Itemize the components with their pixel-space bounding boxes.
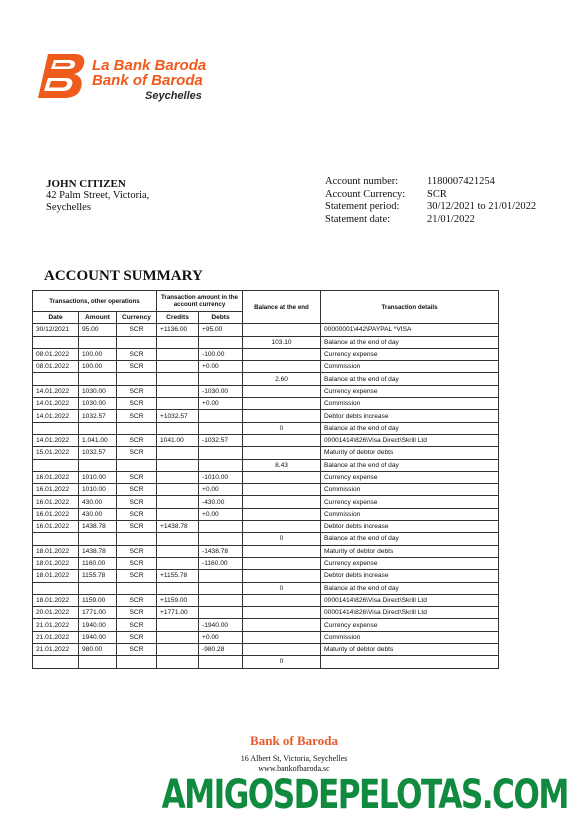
cell-amount: 980.00 [79,644,117,656]
cell-currency [117,373,157,385]
cell-balance [243,348,321,360]
logo-line-2: Bank of Baroda [92,72,203,89]
logo-line-3: Seychelles [145,90,202,102]
cell-currency: SCR [117,644,157,656]
cell-balance [243,644,321,656]
cell-credits [157,471,199,483]
customer-address-line-2: Seychelles [46,202,91,213]
cell-date: 18.01.2022 [33,545,79,557]
table-row [33,619,499,631]
cell-credits: +1438.78 [157,521,199,533]
cell-debts: -100.00 [199,348,243,360]
account-info-value: SCR [427,188,447,200]
cell-amount [79,533,117,545]
cell-date: 18.01.2022 [33,557,79,569]
cell-date [33,422,79,434]
cell-details: Maturity of debtor debts [321,644,499,656]
cell-details: Balance at the end of day [321,533,499,545]
footer-website: www.bankofbaroda.sc [258,764,330,773]
cell-currency: SCR [117,619,157,631]
cell-date [33,459,79,471]
header-details: Transaction details [321,291,499,324]
cell-details [321,656,499,668]
cell-balance [243,496,321,508]
cell-balance [243,447,321,459]
cell-date: 16.01.2022 [33,484,79,496]
cell-date [33,656,79,668]
cell-details: Currency expense [321,619,499,631]
cell-details: Currency expense [321,385,499,397]
account-summary-title: ACCOUNT SUMMARY [44,268,203,284]
account-info [325,176,536,226]
cell-credits [157,533,199,545]
cell-credits [157,348,199,360]
cell-debts [199,422,243,434]
cell-date: 30/12/2021 [33,324,79,336]
header-amount-group: Transaction amount in the account currency [157,291,243,312]
cell-currency: SCR [117,607,157,619]
table-row [33,471,499,483]
cell-details: Currency expense [321,557,499,569]
cell-details: Debtor debts increase [321,570,499,582]
cell-date: 08.01.2022 [33,348,79,360]
cell-balance [243,521,321,533]
cell-debts [199,459,243,471]
cell-currency [117,459,157,471]
header-transactions-group: Transactions, other operations [33,291,157,312]
table-row [33,644,499,656]
cell-debts [199,336,243,348]
cell-credits [157,631,199,643]
cell-amount: 430.00 [79,496,117,508]
table-row [33,324,499,336]
cell-amount [79,582,117,594]
footer-address-block [0,754,588,774]
cell-debts: -1438.78 [199,545,243,557]
cell-balance: 2.60 [243,373,321,385]
cell-debts [199,373,243,385]
cell-currency: SCR [117,557,157,569]
cell-amount [79,336,117,348]
cell-date: 14.01.2022 [33,385,79,397]
table-row [33,656,499,668]
watermark-text: AMIGOSDEPELOTAS.COM [161,772,568,818]
cell-debts [199,570,243,582]
cell-credits [157,656,199,668]
cell-details: Commission [321,631,499,643]
cell-balance [243,361,321,373]
cell-amount: 1160.00 [79,557,117,569]
cell-debts: -1160.00 [199,557,243,569]
table-row [33,484,499,496]
cell-currency: SCR [117,348,157,360]
cell-currency: SCR [117,594,157,606]
cell-details: Commission [321,361,499,373]
cell-debts [199,410,243,422]
cell-balance [243,607,321,619]
table-row [33,631,499,643]
cell-debts: +0.00 [199,631,243,643]
cell-currency [117,582,157,594]
cell-currency: SCR [117,398,157,410]
cell-credits: +1155.78 [157,570,199,582]
header-balance: Balance at the end [243,291,321,324]
cell-balance [243,471,321,483]
cell-date: 16.01.2022 [33,508,79,520]
table-row [33,410,499,422]
cell-debts: -1010.00 [199,471,243,483]
cell-credits: +1159.00 [157,594,199,606]
table-row [33,533,499,545]
cell-amount: 100.00 [79,348,117,360]
header-currency: Currency [117,312,157,324]
cell-balance [243,545,321,557]
cell-currency: SCR [117,361,157,373]
cell-date: 21.01.2022 [33,644,79,656]
cell-balance [243,594,321,606]
cell-debts [199,594,243,606]
cell-debts: +0.00 [199,484,243,496]
cell-date: 14.01.2022 [33,410,79,422]
account-info-row [325,176,536,189]
cell-credits [157,336,199,348]
cell-balance [243,385,321,397]
customer-address-line-1: 42 Palm Street, Victoria, [46,190,150,201]
cell-balance: 0 [243,582,321,594]
bank-logo-text [92,58,206,104]
table-row [33,348,499,360]
table-row [33,447,499,459]
cell-credits [157,619,199,631]
cell-credits [157,447,199,459]
cell-date [33,336,79,348]
header-amount: Amount [79,312,117,324]
cell-credits [157,385,199,397]
cell-date: 20.01.2022 [33,607,79,619]
cell-currency: SCR [117,447,157,459]
cell-debts: -430.00 [199,496,243,508]
footer-address: 16 Albert St, Victoria, Seychelles [240,754,348,763]
customer-name: JOHN CITIZEN [46,178,126,190]
table-row [33,557,499,569]
cell-credits [157,557,199,569]
cell-amount [79,373,117,385]
account-info-value: 30/12/2021 to 21/01/2022 [427,201,537,212]
cell-credits: +1771.00 [157,607,199,619]
cell-date: 16.01.2022 [33,521,79,533]
cell-amount [79,422,117,434]
header-debts: Debts [199,312,243,324]
cell-date: 21.01.2022 [33,631,79,643]
cell-balance: 0 [243,533,321,545]
cell-amount: 1032.57 [79,410,117,422]
cell-amount [79,656,117,668]
cell-balance: 8.43 [243,459,321,471]
table-row [33,459,499,471]
transactions-table [32,290,499,669]
cell-debts [199,533,243,545]
table-row [33,545,499,557]
cell-amount: 1032.57 [79,447,117,459]
account-info-value: 1180007421254 [427,176,495,187]
logo-line-1: La Bank Baroda [92,57,207,74]
cell-currency: SCR [117,385,157,397]
cell-amount: 1940.00 [79,631,117,643]
cell-credits [157,459,199,471]
cell-amount: 1159.00 [79,594,117,606]
table-row [33,422,499,434]
cell-currency [117,336,157,348]
cell-debts [199,607,243,619]
cell-debts: +0.00 [199,398,243,410]
table-row [33,336,499,348]
cell-credits: +1032.57 [157,410,199,422]
cell-credits [157,484,199,496]
cell-currency: SCR [117,410,157,422]
cell-debts: +0.00 [199,361,243,373]
cell-date: 21.01.2022 [33,619,79,631]
cell-details: Balance at the end of day [321,422,499,434]
cell-balance [243,570,321,582]
cell-credits [157,644,199,656]
cell-amount: 1155.78 [79,570,117,582]
cell-credits [157,582,199,594]
cell-debts: -1030.00 [199,385,243,397]
cell-debts: +0.00 [199,508,243,520]
cell-amount: 95.00 [79,324,117,336]
cell-date: 18.01.2022 [33,594,79,606]
cell-currency [117,422,157,434]
cell-debts [199,521,243,533]
cell-details: Debtor debts increase [321,521,499,533]
cell-debts [199,447,243,459]
table-row [33,373,499,385]
cell-details: Debtor debts increase [321,410,499,422]
cell-debts: -1940.00 [199,619,243,631]
cell-credits: +1136.00 [157,324,199,336]
cell-currency: SCR [117,631,157,643]
cell-debts: +95.00 [199,324,243,336]
cell-amount [79,459,117,471]
cell-currency: SCR [117,496,157,508]
cell-amount: 1010.00 [79,484,117,496]
cell-balance: 0 [243,656,321,668]
cell-date: 14.01.2022 [33,434,79,446]
cell-currency: SCR [117,570,157,582]
account-info-row [325,189,536,202]
cell-details: Commission [321,484,499,496]
cell-credits [157,545,199,557]
account-info-row [325,201,536,214]
cell-balance [243,324,321,336]
table-row [33,496,499,508]
table-row [33,361,499,373]
cell-details: Commission [321,398,499,410]
cell-date [33,533,79,545]
cell-credits [157,373,199,385]
cell-details: 00001414\826\Visa Direct\Skrill Ltd [321,594,499,606]
cell-date: 08.01.2022 [33,361,79,373]
cell-details: 00001414\826\Visa Direct\Skrill Ltd [321,607,499,619]
cell-credits [157,422,199,434]
table-row [33,594,499,606]
cell-date: 16.01.2022 [33,471,79,483]
footer-bank-name: Bank of Baroda [250,733,338,748]
cell-balance: 103.10 [243,336,321,348]
account-info-label: Statement period: [325,201,400,212]
table-row [33,398,499,410]
cell-currency [117,656,157,668]
cell-credits: 1041.00 [157,434,199,446]
cell-balance [243,398,321,410]
cell-balance [243,484,321,496]
cell-debts: -1032.57 [199,434,243,446]
cell-details: 00000001\442\PAYPAL *VISA [321,324,499,336]
cell-credits [157,361,199,373]
account-info-value: 21/01/2022 [427,213,475,225]
cell-date: 16.01.2022 [33,496,79,508]
cell-balance [243,410,321,422]
cell-balance [243,508,321,520]
account-info-label: Account Currency: [325,188,406,200]
cell-amount: 1010.00 [79,471,117,483]
bank-of-baroda-logo-icon [34,52,90,100]
table-row [33,582,499,594]
cell-details: Currency expense [321,348,499,360]
table-row [33,607,499,619]
cell-date: 18.01.2022 [33,570,79,582]
cell-balance [243,557,321,569]
cell-date: 14.01.2022 [33,398,79,410]
cell-credits [157,496,199,508]
cell-balance [243,434,321,446]
cell-debts: -980.28 [199,644,243,656]
cell-details: Balance at the end of day [321,373,499,385]
cell-amount: 430.00 [79,508,117,520]
cell-details: Currency expense [321,471,499,483]
cell-date [33,373,79,385]
cell-currency: SCR [117,324,157,336]
cell-credits [157,398,199,410]
cell-amount: 1030.00 [79,385,117,397]
cell-amount: 1438.78 [79,545,117,557]
cell-amount: 1771.00 [79,607,117,619]
cell-currency: SCR [117,434,157,446]
customer-block [46,178,149,214]
table-row [33,434,499,446]
cell-details: Balance at the end of day [321,459,499,471]
cell-amount: 1.041.00 [79,434,117,446]
cell-details: Commission [321,508,499,520]
cell-currency: SCR [117,471,157,483]
cell-currency: SCR [117,545,157,557]
cell-amount: 1438.78 [79,521,117,533]
cell-balance: 0 [243,422,321,434]
cell-currency: SCR [117,521,157,533]
cell-details: Balance at the end of day [321,582,499,594]
cell-details: Maturity of debtor debts [321,545,499,557]
cell-balance [243,631,321,643]
cell-details: Maturity of debtor debts [321,447,499,459]
cell-details: 00001414\826\Visa Direct\Skrill Ltd [321,434,499,446]
cell-currency [117,533,157,545]
cell-credits [157,508,199,520]
cell-amount: 100.00 [79,361,117,373]
account-info-label: Statement date: [325,213,391,225]
table-row [33,521,499,533]
account-info-row [325,214,536,227]
cell-details: Balance at the end of day [321,336,499,348]
table-row [33,385,499,397]
cell-currency: SCR [117,508,157,520]
cell-currency: SCR [117,484,157,496]
table-row [33,570,499,582]
account-info-label: Account number: [325,176,399,187]
cell-date [33,582,79,594]
cell-amount: 1940.00 [79,619,117,631]
cell-debts [199,656,243,668]
cell-amount: 1030.00 [79,398,117,410]
cell-date: 15.01.2022 [33,447,79,459]
table-row [33,508,499,520]
cell-details: Currency expense [321,496,499,508]
header-credits: Credits [157,312,199,324]
cell-balance [243,619,321,631]
cell-debts [199,582,243,594]
header-date: Date [33,312,79,324]
